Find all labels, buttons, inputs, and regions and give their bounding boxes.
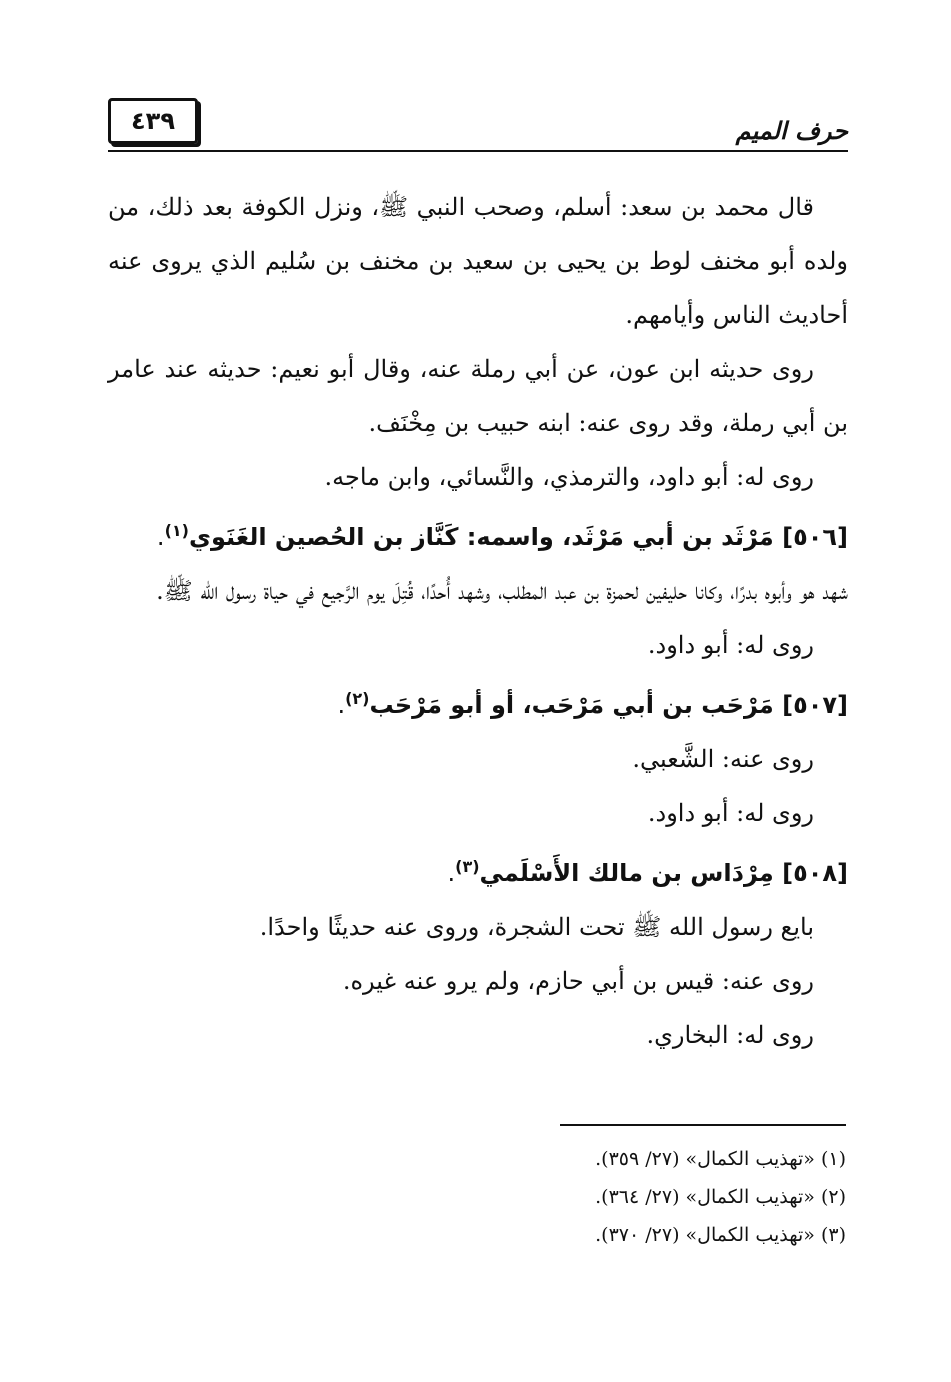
header-rule [108, 150, 848, 152]
paragraph: روى له: البخاري. [646, 1021, 814, 1049]
main-text [108, 180, 848, 1062]
paragraph: روى له: أبو داود. [647, 631, 814, 659]
paragraph: روى حديثه ابن عون، عن أبي رملة عنه، وقال أبو نعيم: حديثه عند عامر بن أبي رملة، وقد روى عنه: ابنه حبيب بن مِخْنَف. [108, 355, 848, 437]
paragraph: روى عنه: الشَّعبي. [632, 745, 814, 773]
paragraph: روى له: أبو داود. [647, 799, 814, 827]
footnote-mark: (١) [164, 521, 189, 540]
footnote: (٣) «تهذيب الكمال» (٢٧/ ٣٧٠). [595, 1224, 846, 1246]
entry-heading-508 [108, 840, 848, 900]
chapter-title: حرف الميم [735, 116, 848, 145]
heading-text: [٥٠٦] مَرْثَد بن أبي مَرْثَد، واسمه: كَنَّاز بن الحُصين الغَنَوي [188, 523, 848, 551]
paragraph: شهد هو وأبوه بدرًا، وكانا حليفين لحمزة بن عبد المطلب، وشهد أُحدًا، قُتِلَ يوم الرَّجيع في حياة رسول الله ﷺ. [156, 577, 848, 605]
paragraph: روى له: أبو داود، والترمذي، والنَّسائي، وابن ماجه. [324, 463, 814, 491]
heading-text: [٥٠٧] مَرْحَب بن أبي مَرْحَب، أو أبو مَرْحَب [369, 691, 848, 719]
page-header [108, 98, 848, 158]
entry-heading-507 [108, 672, 848, 732]
footnote-rule [560, 1124, 846, 1126]
heading-end: . [337, 691, 346, 719]
footnote-mark: (٣) [455, 857, 480, 876]
page-number: ٤٣٩ [108, 98, 198, 144]
paragraph: قال محمد بن سعد: أسلم، وصحب النبي ﷺ، ونزل الكوفة بعد ذلك، من ولده أبو مخنف لوط بن يحيى بن سعيد بن مخنف بن سُليم الذي يروى عنه أحاديث الناس وأيامهم. [108, 193, 848, 329]
heading-end: . [156, 523, 165, 551]
heading-end: . [447, 859, 456, 887]
footnote: (٢) «تهذيب الكمال» (٢٧/ ٣٦٤). [595, 1186, 846, 1208]
heading-text: [٥٠٨] مِرْدَاس بن مالك الأَسْلَمي [479, 859, 848, 887]
entry-heading-506 [108, 504, 848, 564]
footnote: (١) «تهذيب الكمال» (٢٧/ ٣٥٩). [595, 1148, 846, 1170]
paragraph: بايع رسول الله ﷺ تحت الشجرة، وروى عنه حديثًا واحدًا. [259, 913, 814, 941]
paragraph: روى عنه: قيس بن أبي حازم، ولم يرو عنه غيره. [342, 967, 814, 995]
footnote-mark: (٢) [345, 689, 370, 708]
footnotes [400, 1140, 846, 1254]
